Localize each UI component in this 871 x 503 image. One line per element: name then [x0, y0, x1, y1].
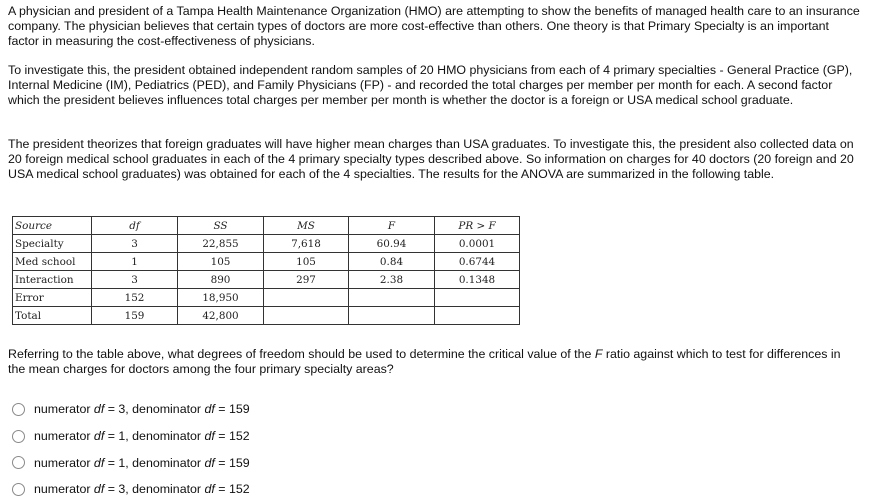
row-f: 60.94	[349, 235, 435, 253]
header-source: Source	[13, 217, 92, 235]
row-source: Error	[13, 289, 92, 307]
radio-button[interactable]	[12, 430, 25, 443]
answer-option[interactable]	[12, 423, 250, 450]
option-df-term: df	[204, 482, 215, 497]
row-ms	[264, 307, 349, 325]
row-pr: 0.0001	[435, 235, 520, 253]
anova-summary-paragraph: The president theorizes that foreign graduates will have higher mean charges than USA graduates. To investigate this, the president also collected data on 20 foreign medical school graduates in each of the 4 primary specialty types described above. So information on charges for 40 doctors (20 foreign and 20 USA medical school graduates) was obtained for each of the 4 specialties. The results for the ANOVA are summarized in the following table.	[8, 137, 854, 181]
row-df: 1	[92, 253, 178, 271]
option-df-term: df	[93, 428, 105, 443]
option-prefix: numerator	[34, 401, 94, 416]
row-source: Specialty	[13, 235, 92, 253]
row-df: 3	[92, 271, 178, 289]
row-pr	[435, 307, 520, 325]
header-ss: SS	[178, 217, 264, 235]
option-numerator-value: = 3, denominator	[104, 401, 205, 416]
radio-button[interactable]	[12, 483, 25, 496]
row-ms: 297	[264, 271, 349, 289]
anova-table	[12, 216, 520, 325]
table-row	[13, 271, 520, 289]
answer-options	[12, 396, 250, 503]
row-df: 159	[92, 307, 178, 325]
option-df-term: df	[93, 482, 105, 497]
row-ss: 42,800	[178, 307, 264, 325]
option-denominator-value: = 152	[214, 428, 250, 443]
answer-option[interactable]	[12, 476, 250, 503]
method-paragraph: To investigate this, the president obtained independent random samples of 20 HMO physicians from each of 4 primary specialties - General Practice (GP), Internal Medicine (IM), Pediatrics (PED), and Family Physicians (FP) - and recorded the total charges per member per month for each. A second factor which the president believes influences total charges per member per month is whether the doctor is a foreign or USA medical school graduate.	[8, 63, 853, 107]
option-denominator-value: = 159	[214, 455, 250, 470]
answer-option[interactable]	[12, 396, 250, 423]
option-numerator-value: = 1, denominator	[104, 428, 205, 443]
table-row	[13, 253, 520, 271]
row-ms: 7,618	[264, 235, 349, 253]
question-text	[8, 347, 860, 377]
header-ms: MS	[264, 217, 349, 235]
option-denominator-value: = 152	[214, 482, 250, 497]
row-pr: 0.1348	[435, 271, 520, 289]
row-df: 3	[92, 235, 178, 253]
question-text-start: Referring to the table above, what degrees of freedom should be used to determine the critical value of the	[8, 347, 595, 361]
table-row	[13, 307, 520, 325]
row-source: Interaction	[13, 271, 92, 289]
row-ss: 105	[178, 253, 264, 271]
header-pr: PR > F	[435, 217, 520, 235]
option-numerator-value: = 3, denominator	[104, 482, 205, 497]
answer-option-label[interactable]	[34, 402, 250, 417]
row-pr	[435, 289, 520, 307]
row-ms	[264, 289, 349, 307]
row-ms: 105	[264, 253, 349, 271]
option-df-term: df	[93, 455, 105, 470]
row-source: Total	[13, 307, 92, 325]
option-df-term: df	[204, 401, 215, 416]
row-source: Med school	[13, 253, 92, 271]
row-ss: 18,950	[178, 289, 264, 307]
table-row	[13, 289, 520, 307]
row-f: 0.84	[349, 253, 435, 271]
row-ss: 890	[178, 271, 264, 289]
question-f-symbol: F	[594, 347, 603, 361]
anova-header-row	[13, 217, 520, 235]
radio-button[interactable]	[12, 403, 25, 416]
row-df: 152	[92, 289, 178, 307]
option-denominator-value: = 159	[214, 401, 250, 416]
option-prefix: numerator	[34, 482, 94, 497]
header-f: F	[349, 217, 435, 235]
row-ss: 22,855	[178, 235, 264, 253]
radio-button[interactable]	[12, 456, 25, 469]
question-text-end: ratio against which to test for differences in the mean charges for doctors among the four primary specialty areas?	[8, 347, 841, 376]
row-pr: 0.6744	[435, 253, 520, 271]
option-df-term: df	[93, 401, 105, 416]
row-f	[349, 289, 435, 307]
answer-option-label[interactable]	[34, 429, 250, 444]
answer-option-label[interactable]	[34, 456, 250, 471]
table-row	[13, 235, 520, 253]
answer-option[interactable]	[12, 450, 250, 477]
option-numerator-value: = 1, denominator	[104, 455, 205, 470]
row-f	[349, 307, 435, 325]
option-df-term: df	[204, 428, 215, 443]
option-prefix: numerator	[34, 428, 94, 443]
option-df-term: df	[204, 455, 215, 470]
answer-option-label[interactable]	[34, 482, 250, 497]
intro-paragraph: A physician and president of a Tampa Health Maintenance Organization (HMO) are attempting to show the benefits of managed health care to an insurance company. The physician believes that certain types of doctors are more cost-effective than others. One theory is that Primary Specialty is an important factor in measuring the cost-effectiveness of physicians.	[8, 4, 860, 48]
header-df: df	[92, 217, 178, 235]
option-prefix: numerator	[34, 455, 94, 470]
row-f: 2.38	[349, 271, 435, 289]
